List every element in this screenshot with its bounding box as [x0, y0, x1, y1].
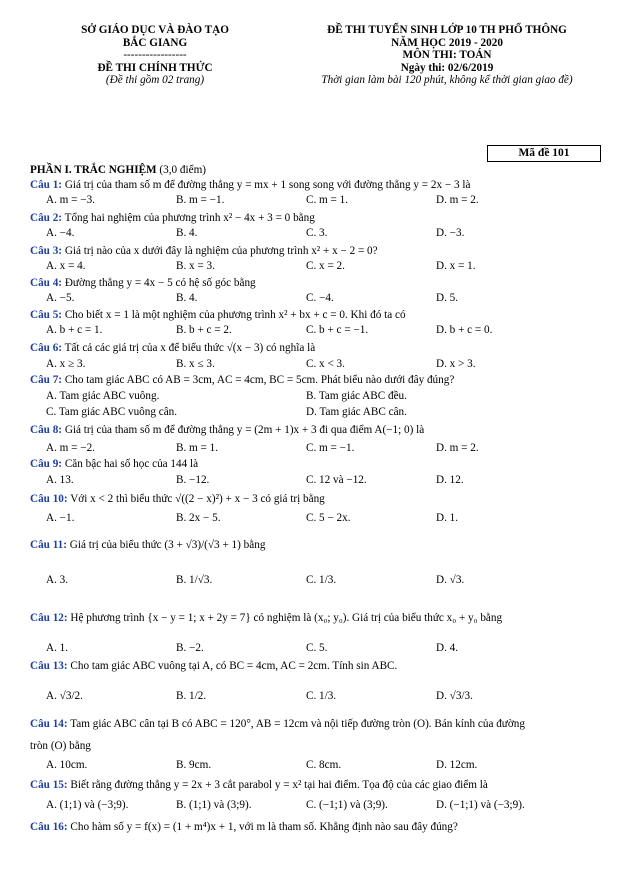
option-c: C. m = 1.: [306, 194, 349, 206]
exam-code-box: Mã đề 101: [487, 145, 601, 162]
option-a: A. −4.: [46, 227, 75, 239]
option-b: B. 1/2.: [176, 690, 207, 702]
option-b: B. m = 1.: [176, 442, 219, 454]
question-text: Cho tam giác ABC có AB = 3cm, AC = 4cm, BC = 5cm. Phát biểu nào dưới đây đúng?: [62, 374, 455, 386]
school-year: NĂM HỌC 2019 - 2020: [391, 36, 503, 49]
option-b: B. 1/√3.: [176, 574, 213, 586]
option-a: A. b + c = 1.: [46, 324, 103, 336]
option-a: A. x = 4.: [46, 260, 86, 272]
option-b: B. (1;1) và (3;9).: [176, 799, 252, 811]
question-14-continued: tròn (O) bằng: [30, 740, 91, 752]
question-text: Giá trị của tham số m để đường thẳng y = mx + 1 song song với đường thẳng y = 2x − 3 là: [62, 179, 471, 191]
option-a: A. (1;1) và (−3;9).: [46, 799, 129, 811]
section-heading: PHẦN I. TRẮC NGHIỆM: [30, 164, 157, 176]
question-16: [30, 821, 600, 833]
option-a: A. −1.: [46, 512, 75, 524]
option-b: B. −2.: [176, 642, 204, 654]
question-text: Giá trị của biểu thức (3 + √3)/(√3 + 1) bằng: [67, 539, 266, 551]
option-a: A. −5.: [46, 292, 75, 304]
option-a: A. x ≥ 3.: [46, 358, 86, 370]
option-d: D. m = 2.: [436, 194, 479, 206]
option-a: A. m = −3.: [46, 194, 95, 206]
question-text: Tất cả các giá trị của x để biểu thức √(x − 3) có nghĩa là: [62, 342, 316, 354]
option-c: C. 12 và −12.: [306, 474, 367, 486]
question-9: [30, 458, 600, 470]
option-b: B. 4.: [176, 292, 198, 304]
option-c: C. x < 3.: [306, 358, 345, 370]
option-d: D. Tam giác ABC cân.: [306, 406, 407, 418]
option-d: D. x = 1.: [436, 260, 476, 272]
question-text: Hệ phương trình {x − y = 1; x + 2y = 7} có nghiệm là (x₀; y₀). Giá trị của biểu thức x₀ + y₀ bằng: [67, 612, 503, 624]
question-label: Câu 12:: [30, 612, 68, 624]
option-d: D. (−1;1) và (−3;9).: [436, 799, 525, 811]
option-c: C. x = 2.: [306, 260, 345, 272]
option-a: A. 3.: [46, 574, 69, 586]
question-1: [30, 179, 600, 191]
exam-title: ĐỀ THI TUYỂN SINH LỚP 10 TH PHỔ THÔNG: [327, 24, 567, 36]
question-label: Câu 5:: [30, 309, 63, 321]
question-8: [30, 424, 600, 436]
option-d: D. b + c = 0.: [436, 324, 493, 336]
question-text: Giá trị của tham số m để đường thẳng y = (2m + 1)x + 3 đi qua điểm A(−1; 0) là: [62, 424, 425, 436]
question-label: Câu 10:: [30, 493, 68, 505]
option-b: B. x = 3.: [176, 260, 215, 272]
question-text: Cho tam giác ABC vuông tại A, có BC = 4cm, AC = 2cm. Tính sin ABC.: [67, 660, 398, 672]
question-11: [30, 539, 600, 551]
option-d: D. m = 2.: [436, 442, 479, 454]
option-b: B. 9cm.: [176, 759, 212, 771]
question-12: [30, 612, 600, 624]
option-c: C. 3.: [306, 227, 328, 239]
question-label: Câu 1:: [30, 179, 63, 191]
section-points: (3,0 điểm): [159, 164, 206, 176]
option-d: D. −3.: [436, 227, 465, 239]
question-5: [30, 309, 600, 321]
question-3: [30, 245, 600, 257]
option-b: B. b + c = 2.: [176, 324, 232, 336]
option-b: B. Tam giác ABC đều.: [306, 390, 407, 402]
question-label: Câu 13:: [30, 660, 68, 672]
question-text: Tổng hai nghiệm của phương trình x² − 4x + 3 = 0 bằng: [62, 212, 315, 224]
question-label: Câu 16:: [30, 821, 68, 833]
header-divider: -----------------: [123, 49, 187, 61]
option-a: A. √3/2.: [46, 690, 83, 702]
option-c: C. Tam giác ABC vuông cân.: [46, 406, 178, 418]
question-label: Câu 11:: [30, 539, 67, 551]
option-c: C. 1/3.: [306, 574, 337, 586]
option-a: A. Tam giác ABC vuông.: [46, 390, 160, 402]
province-name: BẮC GIANG: [122, 36, 188, 49]
subject: MÔN THI: TOÁN: [402, 49, 492, 61]
question-label: Câu 4:: [30, 277, 63, 289]
option-d: D. 1.: [436, 512, 459, 524]
time-limit: Thời gian làm bài 120 phút, không kể thời gian giao đề): [321, 74, 573, 86]
option-d: D. x > 3.: [436, 358, 476, 370]
question-label: Câu 7:: [30, 374, 63, 386]
page-count-note: (Đề thi gồm 02 trang): [105, 74, 205, 86]
question-label: Câu 8:: [30, 424, 63, 436]
question-4: [30, 277, 600, 289]
option-c: C. 1/3.: [306, 690, 337, 702]
question-label: Câu 14:: [30, 718, 68, 730]
question-14: [30, 718, 600, 730]
question-label: Câu 15:: [30, 779, 68, 791]
question-text: Căn bậc hai số học của 144 là: [62, 458, 199, 470]
question-label: Câu 2:: [30, 212, 63, 224]
question-6: [30, 342, 600, 354]
department-name: SỞ GIÁO DỤC VÀ ĐÀO TẠO: [81, 24, 229, 36]
section-title: [30, 164, 206, 176]
option-c: C. 8cm.: [306, 759, 342, 771]
question-text: Biết rằng đường thẳng y = 2x + 3 cắt parabol y = x² tại hai điểm. Tọa độ của các giao điểm là: [67, 779, 488, 791]
question-text: Cho biết x = 1 là một nghiệm của phương trình x² + bx + c = 0. Khi đó ta có: [62, 309, 406, 321]
option-b: B. 2x − 5.: [176, 512, 221, 524]
question-label: Câu 9:: [30, 458, 63, 470]
question-label: Câu 3:: [30, 245, 63, 257]
official-label: ĐỀ THI CHÍNH THỨC: [97, 61, 213, 74]
option-a: A. 13.: [46, 474, 74, 486]
exam-date: Ngày thi: 02/6/2019: [400, 61, 494, 74]
question-13: [30, 660, 600, 672]
option-d: D. √3.: [436, 574, 465, 586]
option-c: C. b + c = −1.: [306, 324, 369, 336]
option-d: D. √3/3.: [436, 690, 473, 702]
option-d: D. 12.: [436, 474, 464, 486]
question-7: [30, 374, 600, 386]
header-left: [60, 24, 250, 87]
question-text: Cho hàm số y = f(x) = (1 + m⁴)x + 1, với m là tham số. Khẳng định nào sau đây đúng?: [67, 821, 458, 833]
question-text: Giá trị nào của x dưới đây là nghiệm của phương trình x² + x − 2 = 0?: [62, 245, 378, 257]
question-10: [30, 493, 600, 505]
option-d: D. 5.: [436, 292, 459, 304]
option-c: C. (−1;1) và (3;9).: [306, 799, 388, 811]
header-right: [288, 24, 606, 87]
option-a: A. 10cm.: [46, 759, 88, 771]
option-c: C. 5.: [306, 642, 328, 654]
option-d: D. 4.: [436, 642, 459, 654]
question-text: Đường thẳng y = 4x − 5 có hệ số góc bằng: [62, 277, 256, 289]
option-b: B. x ≤ 3.: [176, 358, 215, 370]
option-c: C. 5 − 2x.: [306, 512, 351, 524]
option-a: A. m = −2.: [46, 442, 95, 454]
option-c: C. −4.: [306, 292, 334, 304]
question-15: [30, 779, 600, 791]
question-text: Tam giác ABC cân tại B có ABC = 120°, AB = 12cm và nội tiếp đường tròn (O). Bán kính của đường: [67, 718, 525, 730]
question-2: [30, 212, 600, 224]
question-label: Câu 6:: [30, 342, 63, 354]
question-text: Với x < 2 thì biểu thức √((2 − x)²) + x − 3 có giá trị bằng: [67, 493, 325, 505]
option-d: D. 12cm.: [436, 759, 478, 771]
option-b: B. 4.: [176, 227, 198, 239]
option-c: C. m = −1.: [306, 442, 355, 454]
option-a: A. 1.: [46, 642, 69, 654]
option-b: B. m = −1.: [176, 194, 225, 206]
option-b: B. −12.: [176, 474, 210, 486]
